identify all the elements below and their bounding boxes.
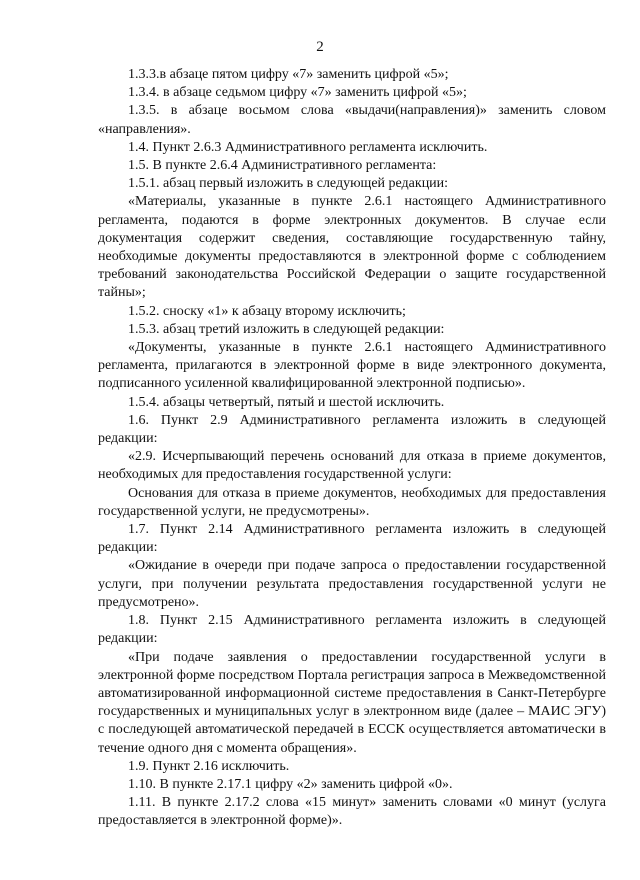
page-number: 2 <box>316 39 324 55</box>
quote-2-9-grounds: Основания для отказа в приеме документов, необходимых для предоставления государственной услуги, не предусмотрены». <box>98 485 606 519</box>
quote-2-9: «2.9. Исчерпывающий перечень оснований для отказа в приеме документов, необходимых для предоставления государственной услуги: <box>98 449 606 483</box>
paragraph-1-5-2: 1.5.2. сноску «1» к абзацу второму исключить; <box>128 303 406 319</box>
quote-waiting: «Ожидание в очереди при подаче запроса о предоставлении государственной услуги, при получении результата предоставления государственной услуги не предусмотрено». <box>98 558 606 610</box>
paragraph-1-5-1: 1.5.1. абзац первый изложить в следующей редакции: <box>128 176 449 192</box>
quote-application: «При подаче заявления о предоставлении государственной услуги в электронной форме посредством Портала регистрация запроса в Межведомственной автоматизированной информационной системе предоставления в Санкт-Петербурге государственных и муниципальных услуг в электронном виде (далее – МАИС ЭГУ) с последующей автоматической передачей в ЕССК осуществляется автоматически в течение одного дня с момента обращения». <box>98 649 606 756</box>
quote-materials: «Материалы, указанные в пункте 2.6.1 настоящего Административного регламента, подаются в форме электронных документов. В случае если документация содержит сведения, составляющие государственную тайну, необходимые документы предоставляются в электронной форме с соблюдением требований законодательства Российской Федерации о защите государственной тайны»; <box>98 194 606 301</box>
paragraph-1-6: 1.6. Пункт 2.9 Административного регламента изложить в следующей редакции: <box>98 412 606 447</box>
paragraph-1-3-4: 1.3.4. в абзаце седьмом цифру «7» заменить цифрой «5»; <box>128 85 467 101</box>
paragraph-1-11: 1.11. В пункте 2.17.2 слова «15 минут» заменить словами «0 минут (услуга предоставляется в электронной форме)». <box>98 795 606 829</box>
paragraph-1-5: 1.5. В пункте 2.6.4 Административного регламента: <box>128 158 437 174</box>
paragraph-1-5-4: 1.5.4. абзацы четвертый, пятый и шестой исключить. <box>128 394 445 410</box>
paragraph-1-5-3: 1.5.3. абзац третий изложить в следующей редакции: <box>128 321 445 337</box>
paragraph-1-8: 1.8. Пункт 2.15 Административного регламента изложить в следующей редакции: <box>98 613 606 647</box>
document-body <box>98 66 606 831</box>
paragraph-1-3-3: 1.3.3.в абзаце пятом цифру «7» заменить цифрой «5»; <box>128 67 449 82</box>
paragraph-1-3-5: 1.3.5. в абзаце восьмом слова «выдачи(направления)» заменить словом «направления». <box>98 103 606 137</box>
paragraph-1-7: 1.7. Пункт 2.14 Административного регламента изложить в следующей редакции: <box>98 522 606 556</box>
paragraph-1-10: 1.10. В пункте 2.17.1 цифру «2» заменить цифрой «0». <box>128 776 453 792</box>
paragraph-1-9: 1.9. Пункт 2.16 исключить. <box>128 758 290 774</box>
paragraph-1-4: 1.4. Пункт 2.6.3 Административного регламента исключить. <box>128 139 488 155</box>
quote-documents: «Документы, указанные в пункте 2.6.1 настоящего Административного регламента, прилагаются в электронной форме в виде электронного документа, подписанного усиленной квалифицированной электронной подписью». <box>98 340 606 392</box>
